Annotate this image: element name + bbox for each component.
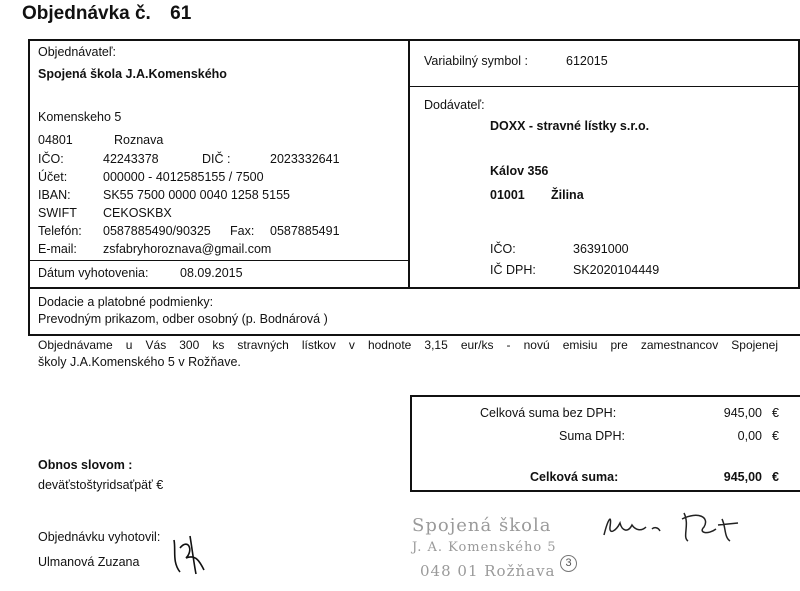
orderer-phone-label: Telefón: xyxy=(38,224,82,238)
orderer-iban-label: IBAN: xyxy=(38,188,71,202)
orderer-city: Roznava xyxy=(114,133,164,147)
net-value: 945,00 xyxy=(723,406,762,420)
orderer-zip: 04801 xyxy=(38,133,73,147)
words-value: deväťstoštyridsaťpäť € xyxy=(38,478,164,492)
vs-divider xyxy=(409,86,800,87)
supplier-ico: 36391000 xyxy=(573,242,629,256)
total-label: Celková suma: xyxy=(530,470,619,484)
orderer-fax: 0587885491 xyxy=(270,224,340,238)
supplier-icdph: SK2020104449 xyxy=(573,263,660,277)
orderer-name: Spojená škola J.A.Komenského xyxy=(38,67,227,81)
vat-value: 0,00 xyxy=(737,429,762,443)
terms-top xyxy=(28,287,800,289)
orderer-ico: 42243378 xyxy=(103,152,159,166)
words-label: Obnos slovom : xyxy=(38,458,133,472)
body-line-1: Objednávame u Vás 300 ks stravných lístkov v hodnote 3,15 eur/ks - novú emisiu pre zamestnancov Spojenej xyxy=(38,338,778,352)
supplier-city: Žilina xyxy=(551,188,584,202)
date-divider xyxy=(28,260,409,261)
supplier-zip: 01001 xyxy=(490,188,525,202)
stamp-line-1: Spojená škola xyxy=(412,515,552,536)
order-title: Objednávka č. 61 xyxy=(22,3,192,24)
total-value: 945,00 xyxy=(723,470,762,484)
terms-label: Dodacie a platobné podmienky: xyxy=(38,295,214,309)
frame-left xyxy=(28,39,30,336)
net-currency: € xyxy=(772,406,779,420)
supplier-street: Kálov 356 xyxy=(490,164,549,178)
net-label: Celková suma bez DPH: xyxy=(480,406,617,420)
orderer-ico-label: IČO: xyxy=(38,152,64,166)
prepared-label: Objednávku vyhotovil: xyxy=(38,530,161,544)
summary-bottom xyxy=(410,490,800,492)
frame-middle xyxy=(408,39,410,288)
vat-currency: € xyxy=(772,429,779,443)
supplier-icdph-label: IČ DPH: xyxy=(490,263,536,277)
orderer-label: Objednávateľ: xyxy=(38,45,117,59)
total-currency: € xyxy=(772,470,779,484)
date-label: Dátum vyhotovenia: xyxy=(38,266,149,280)
order-number: 61 xyxy=(170,3,192,24)
stamp-line-2: J. A. Komenského 5 xyxy=(412,540,557,555)
summary-top xyxy=(410,395,800,397)
frame-top xyxy=(28,39,800,41)
orderer-dic-label: DIČ : xyxy=(202,152,231,166)
orderer-swift: CEKOSKBX xyxy=(103,206,172,220)
body-line-2: školy J.A.Komenského 5 v Rožňave. xyxy=(38,355,241,369)
orderer-email: zsfabryhoroznava@gmail.com xyxy=(103,242,272,256)
orderer-street: Komenskeho 5 xyxy=(38,110,122,124)
stamp-line-3: 048 01 Rožňava xyxy=(420,562,556,580)
director-signature xyxy=(598,505,778,545)
date-value: 08.09.2015 xyxy=(180,266,243,280)
supplier-name: DOXX - stravné lístky s.r.o. xyxy=(490,119,650,133)
vs-label: Variabilný symbol : xyxy=(424,54,528,68)
stamp-number-mark: 3 xyxy=(560,555,577,572)
orderer-fax-label: Fax: xyxy=(230,224,255,238)
orderer-swift-label: SWIFT xyxy=(38,206,77,220)
signature-mark xyxy=(166,528,210,578)
orderer-account-label: Účet: xyxy=(38,170,68,184)
orderer-account: 000000 - 4012585155 / 7500 xyxy=(103,170,264,184)
orderer-email-label: E-mail: xyxy=(38,242,77,256)
orderer-dic: 2023332641 xyxy=(270,152,340,166)
summary-left xyxy=(410,395,412,492)
vat-label: Suma DPH: xyxy=(559,429,625,443)
vs-value: 612015 xyxy=(566,54,608,68)
terms-bottom xyxy=(28,334,800,336)
prepared-name: Ulmanová Zuzana xyxy=(38,555,140,569)
orderer-iban: SK55 7500 0000 0040 1258 5155 xyxy=(103,188,290,202)
supplier-ico-label: IČO: xyxy=(490,242,516,256)
terms-value: Prevodným prikazom, odber osobný (p. Bodnárová ) xyxy=(38,312,328,326)
orderer-phone: 0587885490/90325 xyxy=(103,224,211,238)
supplier-label: Dodávateľ: xyxy=(424,98,485,112)
